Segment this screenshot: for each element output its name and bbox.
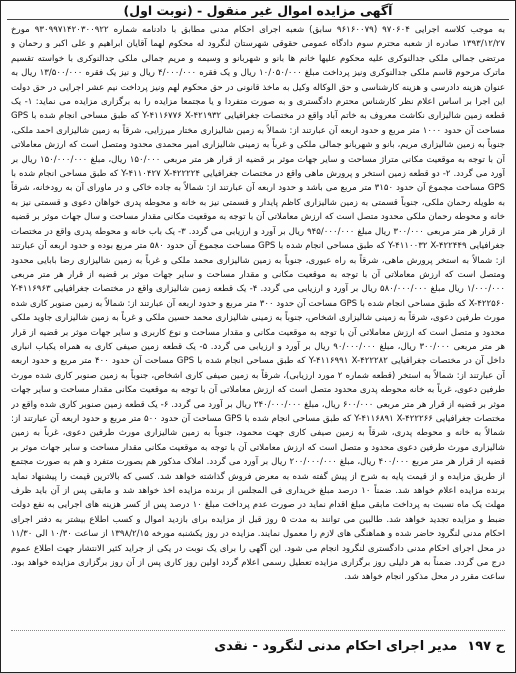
notice-body xyxy=(11,23,505,621)
notice-signature: مدیر اجرای احکام مدنی لنگرود - نقدی xyxy=(214,638,458,654)
notice-title: آگهی مزایده اموال غیر منقول - (نوبت اول) xyxy=(123,2,393,18)
notice-reference-mark: ح ۱۹۷ xyxy=(467,638,505,654)
notice-footer xyxy=(11,630,505,661)
notice-header xyxy=(7,1,509,20)
notice-body-paragraph: به موجب کلاسه اجرایی ۹۷۰۶۰۴ (۹۶۱۶۰۰۷۹ سابق) شعبه اجرای احکام مدنی مطابق با دادنامه شماره ۹۳۰۹۹۷۱۴۲۰۳۰۰۹۲۲ مورخ ۱۳۹۳/۱۲/۲۷ صادره از شعبه محترم سوم دادگاه عمومی حقوقی شهرستان لنگرود له محکوم لهما آقایان ابراهیم و علی اکبر و رحمان و مرتضی جمالی ملکی جدالنوکری علیه محکوم علیها خانم ها بانو و شهربانو و وسیمه و مریم جمالی ملکی جدالنوکری با خواسته تقسیم ماترک مرحوم قاسم ملکی جدالنوکری ونیز پرداخت مبلغ ۱۰/۰۵۰/۰۰۰ ریال و یک فقره ۴/۰۰۰/۰۰۰ ریال و نیز یک فقره ۱۳/۵۰۰/۰۰۰ ریال به عنوان هزینه دادرسی و هزینه کارشناسی و حق الوکاله وکیل به ماخذ قانونی در حق محکوم لهم ونیز پرداخت نیم عشر اجرایی در حق دولت این اجرا بر اساس اعلام نظر کارشناس محترم دادگستری و به صورت متفردا و یا مجتمعا مزایده را به برگزاری مزایده می نماید: ۱- یک قطعه زمین شالیزاری نکاشت معروف به خاتم آباد واقع در مختصات جغرافیایی Y-۴۱۱۶۷۷۶ X-۴۲۱۹۳۲ که طبق مساحی انجام شده با GPS مساحت آن حدود ۱۰۰۰ متر مربع و حدود اربعه آن عبارتند از: شمالاً به زمین شالیزاری مختار میرزایی، شرقاً به زمین شالیزاری احمد ملکی، جنوباً به زمین شالیزاری مریم، بانو و شهربانو جمالی ملکی و غرباً به زمینی شالیزاری امیر محمدی محدود ومتصل است که ارزش معاملاتی آن با توجه به موقعیت مکانی متراژ مساحت و سایر جهات موثر بر قضیه از قرار هر متر مربعی ۱۵۰/۰۰۰ ریال، مبلغ ۱۵۰/۰۰۰/۰۰۰ ریال بر آورد می گردد. ۲- دو قطعه زمین استخر و پرورش ماهی واقع در مختصات جغرافیایی Y-۴۱۱۰۴۲۷ X-۴۲۲۲۲۴ که طبق مساحی انجام شده با GPS مساحت مجموع آن حدود ۳۱۵۰ متر مربع می باشد و حدود اربعه آن عبارتند از: شمالاً به جاده خاکی و در ماورای آن به رودخانه، شرقاً به طویله رحمان ملکی، جنوباً قسمتی به زمین شالیزاری کاظم پایدار و قسمتی نیز به خانه و محوطه پدری خواهان دعوی و قسمتی نیز به خانه و محوطه رحمان ملکی محدود متصل است که ارزش معاملاتی آن با توجه به موقعیت مکانی مقدار مساحت و سال جهات موثر بر قضیه از قرار هر متر مربعی ۳۰۰/۰۰۰ ریال مبلغ ۹۴۵/۰۰۰/۰۰۰ ریال بر آورد و ارزیابی می گردد. ۳- یک باب خانه و محوطه پدری واقع در مختصات جغرافیایی Y-۴۱۱۰۰۳۲ X-۴۲۲۴۴۹ که طبق مساحی انجام شده با GPS مساحت مجموع آن حدود ۵۸۰ متر مربع بوده و حدود اربعه آن عبارتند از: شمالاً به استخر پرورش ماهی، شرقاً به راه عبوری، جنوباً به زمین شالیزاری محمد ملکی و غرباً به زمین شالیزاری رضا بابایی محدود ومتصل است که ارزش معاملاتی آن با توجه به موقعیت مکانی و مقدار مساحت و سایر جهات موثر بر قضیه از قرار هر متر مربعی ۱/۰۰۰/۰۰۰ ریال مبلغ ۵۸۰/۰۰۰/۰۰۰ ریال بر آورد و ارزیابی می گردد. ۴- یک قطعه زمین شالیزاری واقع در مختصات جغرافیایی Y-۴۱۱۶۹۶۳ X-۴۲۲۵۶۰ که طبق مساحی انجام شده با GPS مساحت آن حدود ۳۰۰ متر مربع و حدود اربعه آن عبارتند از: شمالاً به زمین صنوبر کاری شده مورث طرفین دعوی، شرقاً به زمینی شالیزاری اشخاص، جنوباً به زمینی شالیزاری محمد حسین ملکی و غرباً به زمین شالیزاری جاوید ملکی محدود و متصل است که ارزش معاملاتی آن با توجه به موقعیت مکانی و مقدار مساحت و نوع کاربری و سایر جهات موثر بر قضیه از قرار هر متر مربعی ۳۰۰/۰۰۰ ریال، مبلغ ۹۰/۰۰۰/۰۰۰ ریال بر آورد و ارزیابی می گردد. ۵- یک قطعه زمین صیفی کاری به همراه یکباب انباری داخل آن در مختصات جغرافیایی Y-۴۱۱۶۹۹۱ X-۴۲۲۲۸۲ که طبق مساحی انجام شده با GPS مساحت آن حدود ۴۰۰ متر مربع و حدود اربعه آن عبارتند از: شمالاً به استخر (قطعه شماره ۲ مورد ارزیابی)، شرقاً به زمین صیفی کاری اشخاص، جنوباً به زمین صنوبر کاری شده مورث طرفین دعوی، غرباً به خانه محوطه پدری محدود متصل است که ارزش معاملاتی آن با توجه به موقعیت مکانی مقدار مساحت و سایر جهات موثر بر قضیه از قرار هر متر مربعی ۶۰۰/۰۰۰ ریال، مبلغ ۲۴۰/۰۰۰/۰۰۰ ریال بر آورد می گردد. ۶- یک قطعه زمین صنوبر کاری شده واقع در مختصات جغرافیایی Y-۴۱۱۶۸۹۱ X-۴۲۲۲۶۶ که طبق مساحی انجام شده با GPS مساحت آن حدود ۵۰۰ متر مربع و حدود اربعه آن عبارتند از: شمالاً به خانه و محوطه پدری، شرقاً به زمین صیفی کاری جهت محمود، جنوباً به زمین شالیزاری مورث طرفین دعوی، غرباً به زمین شالیزاری مورث طرفین دعوی محدود و متصل است که ارزش معاملاتی آن با توجه به موقعیت مکانی مقدار مساحت و سایر جهات موثر بر قضیه از قرار هر متر مربع ۴۰۰/۰۰۰ ریال، مبلغ ۲۰۰/۰۰۰/۰۰۰ ریال بر آورد می گردد. املاک مذکور هم بصورت متفرد و هم به صورت مجتمع از طریق مزایده و از قیمت پایه به شرح از پیش گفته شده به معرض فروش گذاشته خواهد شد. کسی که بالاترین قیمت را پیشنهاد نماید برنده مزایده اعلام خواهد شد. ضمناً ۱۰ درصد مبلغ خریداری فی المجلس از برنده مزایده اخذ خواهد شد و مابقی پس از آن باید ظرف مهلت یک ماه نسبت به پرداخت مابقی مبلغ اقدام نماید در صورت عدم پرداخت مبلغ ۱۰ درصد پس از کسر هزینه های اجرایی به نفع دولت ضبط و مزایده تجدید خواهد شد. طالبین می توانند به مدت ۵ روز قبل از مزایده برای بازدید اموال و کسب اطلاع بیشتر به دفتر اجرای احکام مدنی لنگرود حاضر شده و هماهنگی های لازم را معمول نمایند. مزایده در روز یکشنبه مورخه ۱۳۹۸/۲/۱۵ از ساعت ۱۰/۳۰ الی ۱۱/۳۰ در محل اجرای احکام مدنی دادگستری لنگرود انجام می شود. این آگهی را برای یک نوبت در یکی از جراید کثیر الانتشار جهت اطلاع عموم درج می گردد. ضمناً به هر دلیلی روز برگزاری مزایده تعطیل رسمی اعلام گردد اولین روز کاری پس از آن روز برگزاری مزایده خواهد بود. ساعت مقرر در محل مذکور انجام خواهد شد. xyxy=(11,25,505,583)
